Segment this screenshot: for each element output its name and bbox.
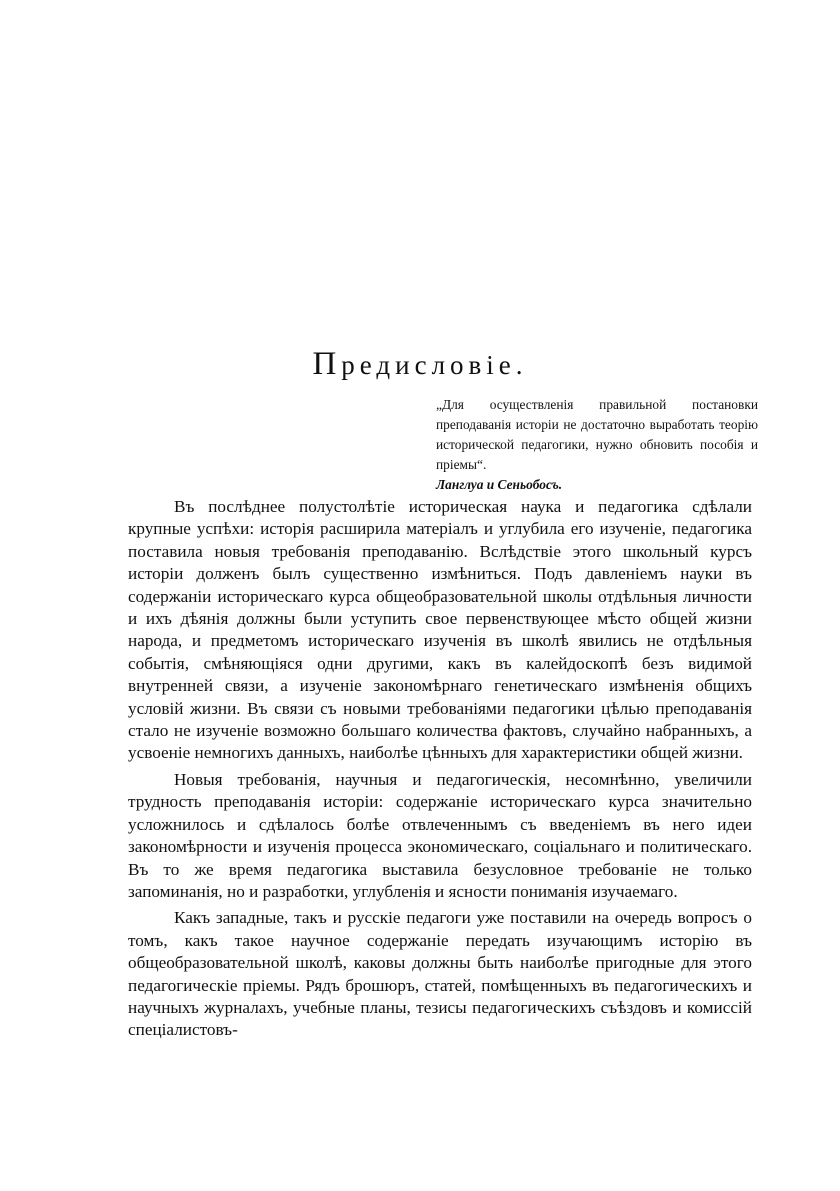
title-rest: редисловіе. — [341, 350, 528, 380]
page-title — [0, 346, 840, 383]
paragraph-3: Какъ западные, такъ и русскіе педагоги уже поставили на очередь вопросъ о томъ, какъ такое научное содержаніе передать изучающимъ исторію въ общеобразовательной школѣ, каковы должны быть наиболѣе пригодные для этого педагогическіе пріемы. Рядъ брошюръ, статей, помѣщенныхъ въ педагогическихъ и научныхъ журналахъ, учебные планы, тезисы педагогическихъ съѣздовъ и комиссій спеціалистовъ- — [128, 908, 752, 1040]
preface-body — [128, 496, 752, 1046]
paragraph-1: Въ послѣднее полустолѣтіе историческая наука и педагогика сдѣлали крупные успѣхи: исторія расширила матеріалъ и углубила его изученіе, педагогика поставила новыя требованія преподаванію. Вслѣдствіе этого школьный курсъ исторіи долженъ былъ существенно измѣниться. Подъ давленіемъ науки въ содержаніи историческаго курса общеобразовательной школы отдѣльныя личности и ихъ дѣянія должны были уступить свое первенствующее мѣсто общей жизни народа, и предметомъ историческаго изученія въ школѣ явились не отдѣльныя событія, смѣняющіяся одни другими, какъ въ калейдоскопѣ безъ видимой внутренней связи, а изученіе закономѣрнаго генетическаго измѣненія общихъ условій жизни. Въ связи съ новыми требованіями педагогики цѣлью преподаванія стало не изученіе возможно большаго количества фактовъ, случайно набранныхъ, а усвоеніе немногихъ данныхъ, наиболѣе цѣнныхъ для характеристики общей жизни. — [128, 497, 752, 763]
title-initial: П — [312, 346, 342, 382]
paragraph-2: Новыя требованія, научныя и педагогическія, несомнѣнно, увеличили трудность преподаванія исторіи: содержаніе историческаго курса значительно усложнилось и сдѣлалось болѣе отвлеченнымъ съ введеніемъ въ него идеи закономѣрности и изученія процесса экономическаго, соціальнаго и политическаго. Въ то же время педагогика выставила безусловное требованіе не только запоминанія, но и разработки, углубленія и ясности пониманія изучаемаго. — [128, 769, 752, 901]
epigraph-quote: „Для осуществленія правильной постановки преподаванія исторіи не достаточно выработать теорію исторической педагогики, нужно обновить пособія и пріемы“. — [436, 397, 758, 472]
epigraph — [436, 395, 758, 495]
epigraph-author: Ланглуа и Сеньобосъ. — [436, 477, 563, 492]
